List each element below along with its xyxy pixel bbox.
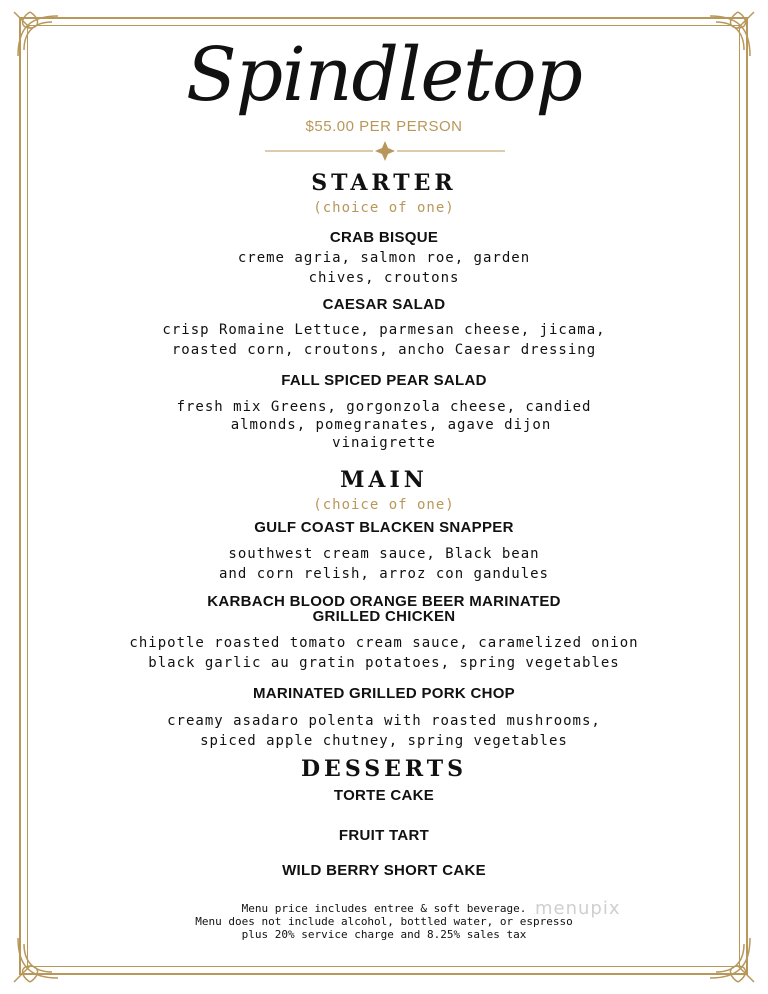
dish-description: southwest cream sauce, Black bean and corn relish, arroz con gandules: [218, 546, 549, 582]
inner-frame: [27, 25, 740, 967]
star-divider-icon: [265, 140, 505, 162]
dish-description: creamy asadaro polenta with roasted mushrooms, spiced apple chutney, spring vegetables: [167, 713, 601, 749]
main-choice-note: (choice of one): [313, 497, 455, 513]
dish-name: CAESAR SALAD: [322, 296, 446, 313]
dessert-name: TORTE CAKE: [333, 787, 435, 804]
starter-heading: STARTER: [311, 170, 457, 196]
starter-choice-note: (choice of one): [313, 200, 455, 216]
pricing-footnote: Menu price includes entree & soft beverage. Menu does not include alcohol, bottled water, or espresso plus 20% service charge and 8.25% sales tax: [195, 902, 573, 941]
dish-name: FALL SPICED PEAR SALAD: [281, 372, 487, 389]
dish-description: creme agria, salmon roe, garden chives, croutons: [237, 250, 531, 286]
dessert-name: FRUIT TART: [338, 827, 430, 844]
price-per-person: $55.00 PER PERSON: [305, 118, 463, 135]
dish-name: CRAB BISQUE: [329, 229, 439, 246]
dish-description: fresh mix Greens, gorgonzola cheese, candied almonds, pomegranates, agave dijon vinaigrette: [176, 399, 592, 451]
dish-name: KARBACH BLOOD ORANGE BEER MARINATED GRILLED CHICKEN: [207, 593, 561, 625]
dish-name: GULF COAST BLACKEN SNAPPER: [254, 519, 514, 536]
dessert-name: WILD BERRY SHORT CAKE: [282, 862, 486, 879]
main-heading: MAIN: [340, 467, 428, 493]
dish-name: MARINATED GRILLED PORK CHOP: [253, 685, 515, 702]
dish-description: crisp Romaine Lettuce, parmesan cheese, jicama, roasted corn, croutons, ancho Caesar dressing: [162, 322, 606, 358]
desserts-heading: DESSERTS: [300, 756, 468, 782]
menu-title: Spindletop: [186, 32, 582, 118]
dish-description: chipotle roasted tomato cream sauce, caramelized onion black garlic au gratin potatoes, spring vegetables: [129, 635, 639, 671]
watermark: menupix: [535, 898, 621, 919]
